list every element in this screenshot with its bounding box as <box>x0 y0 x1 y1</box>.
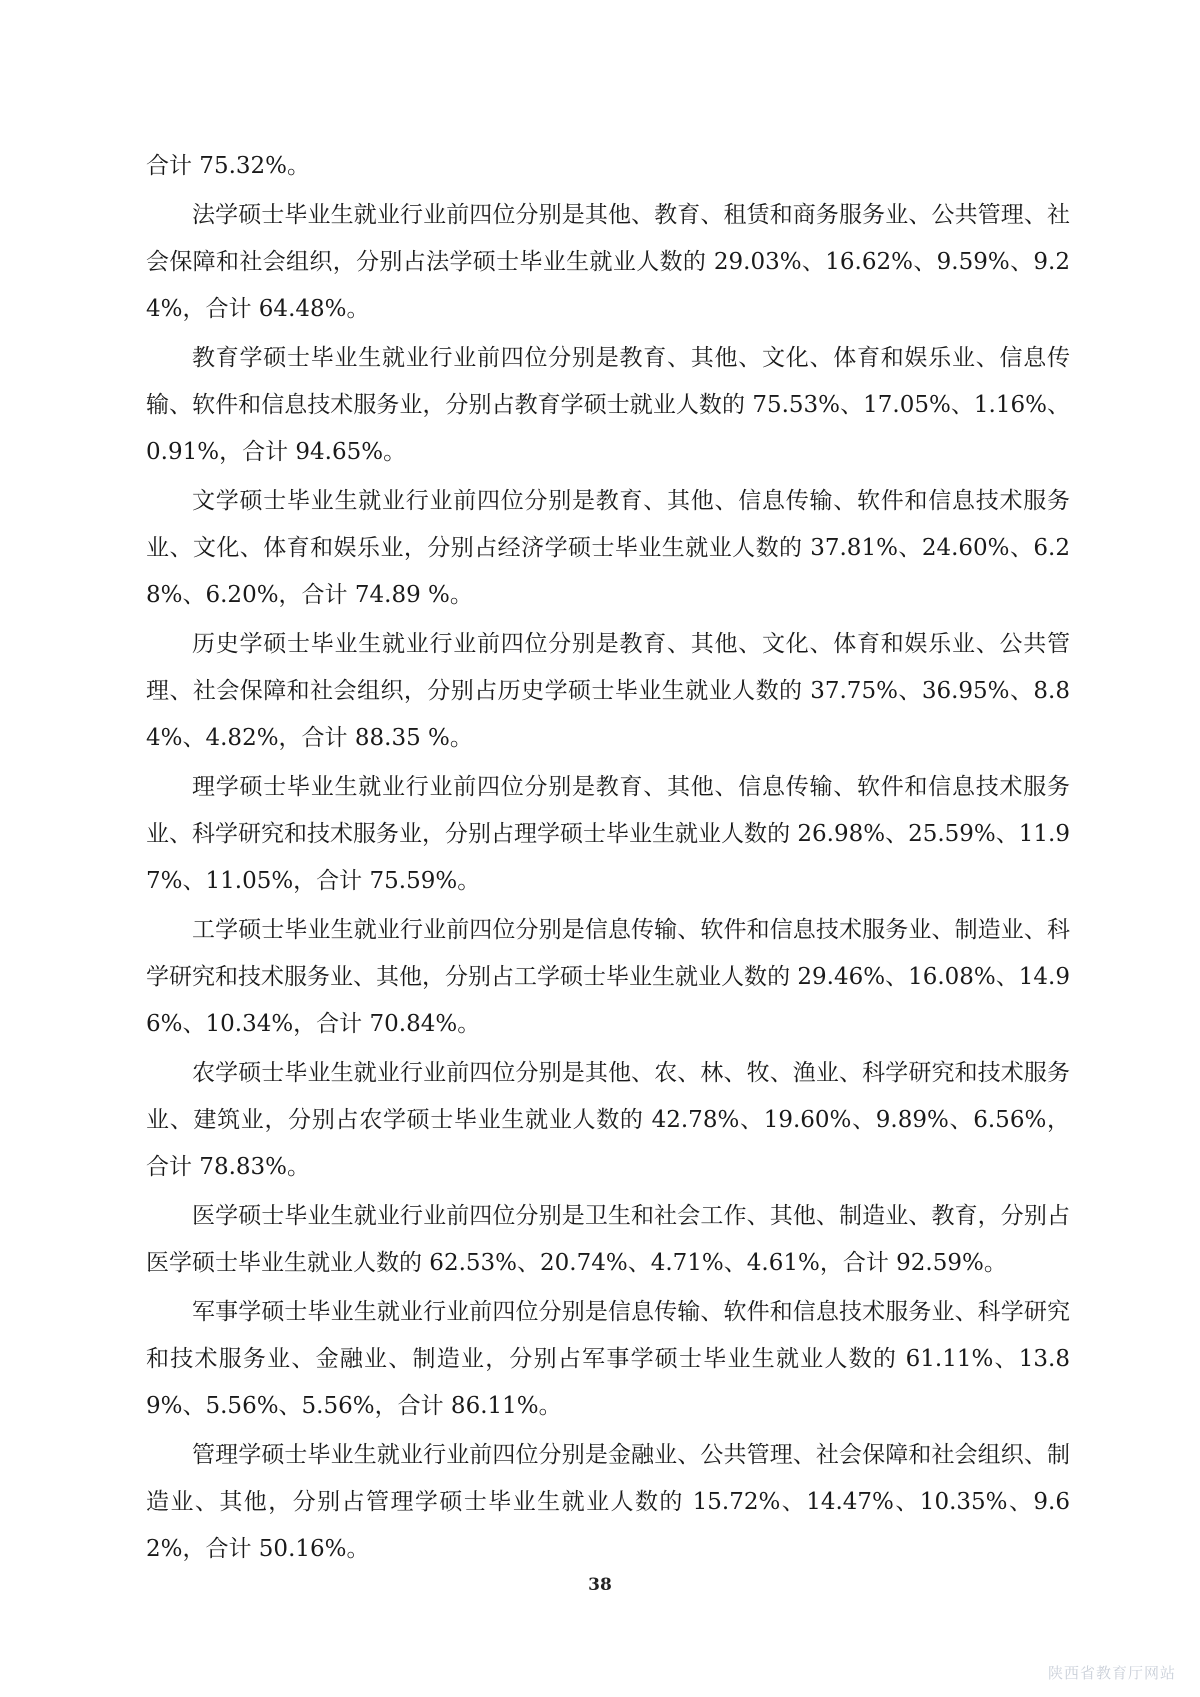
paragraph-agriculture: 农学硕士毕业生就业行业前四位分别是其他、农、林、牧、渔业、科学研究和技术服务业、建筑业，分别占农学硕士毕业生就业人数的 42.78%、19.60%、9.89%、6.56%，合计 78.83%。 <box>146 1060 1070 1180</box>
paragraph-military: 军事学硕士毕业生就业行业前四位分别是信息传输、软件和信息技术服务业、科学研究和技术服务业、金融业、制造业，分别占军事学硕士毕业生就业人数的 61.11%、13.89%、5.56%、5.56%，合计 86.11%。 <box>146 1299 1070 1419</box>
paragraph-engineering: 工学硕士毕业生就业行业前四位分别是信息传输、软件和信息技术服务业、制造业、科学研究和技术服务业、其他，分别占工学硕士毕业生就业人数的 29.46%、16.08%、14.96%、10.34%，合计 70.84%。 <box>146 917 1070 1037</box>
document-body <box>146 143 1070 1575</box>
page-number: 38 <box>588 1575 612 1595</box>
paragraph-science: 理学硕士毕业生就业行业前四位分别是教育、其他、信息传输、软件和信息技术服务业、科学研究和技术服务业，分别占理学硕士毕业生就业人数的 26.98%、25.59%、11.97%、11.05%，合计 75.59%。 <box>146 774 1070 894</box>
paragraph-medicine: 医学硕士毕业生就业行业前四位分别是卫生和社会工作、其他、制造业、教育，分别占医学硕士毕业生就业人数的 62.53%、20.74%、4.71%、4.61%，合计 92.59%。 <box>146 1203 1070 1276</box>
watermark: 陕西省教育厅网站 <box>1047 1664 1176 1682</box>
paragraph-law: 法学硕士毕业生就业行业前四位分别是其他、教育、租赁和商务服务业、公共管理、社会保障和社会组织，分别占法学硕士毕业生就业人数的 29.03%、16.62%、9.59%、9.24%，合计 64.48%。 <box>146 202 1070 322</box>
paragraph-management: 管理学硕士毕业生就业行业前四位分别是金融业、公共管理、社会保障和社会组织、制造业、其他，分别占管理学硕士毕业生就业人数的 15.72%、14.47%、10.35%、9.62%，合计 50.16%。 <box>146 1442 1070 1562</box>
paragraph-history: 历史学硕士毕业生就业行业前四位分别是教育、其他、文化、体育和娱乐业、公共管理、社会保障和社会组织，分别占历史学硕士毕业生就业人数的 37.75%、36.95%、8.84%、4.82%，合计 88.35 %。 <box>146 631 1070 751</box>
paragraph-continuation: 合计 75.32%。 <box>146 153 311 179</box>
paragraph-education: 教育学硕士毕业生就业行业前四位分别是教育、其他、文化、体育和娱乐业、信息传输、软件和信息技术服务业，分别占教育学硕士就业人数的 75.53%、17.05%、1.16%、0.91%，合计 94.65%。 <box>146 345 1070 465</box>
paragraph-literature: 文学硕士毕业生就业行业前四位分别是教育、其他、信息传输、软件和信息技术服务业、文化、体育和娱乐业，分别占经济学硕士毕业生就业人数的 37.81%、24.60%、6.28%、6.20%，合计 74.89 %。 <box>146 488 1070 608</box>
